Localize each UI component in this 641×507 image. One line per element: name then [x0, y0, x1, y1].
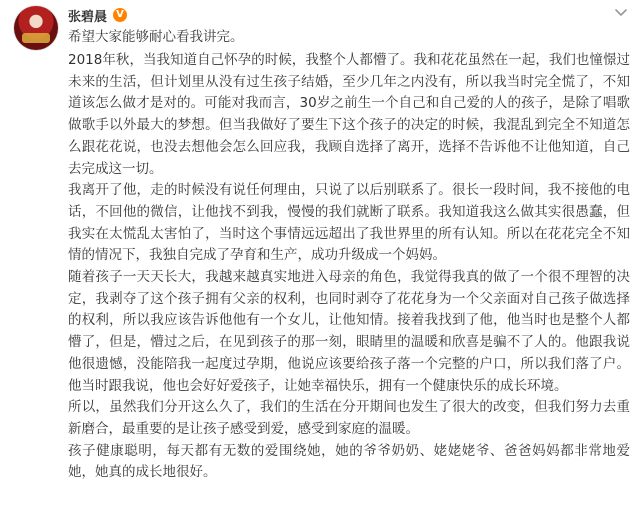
post-paragraph: 随着孩子一天天长大，我越来越真实地进入母亲的角色，我觉得我真的做了一个很不理智的决定，我剥夺了这个孩子拥有父亲的权利，也同时剥夺了花花身为一个父亲面对自己孩子做选择的权利，所以我应该告诉他他有一个女儿，让他知情。接着我找到了他，他当时也是整个人都懵了，但是，懵过之后，在见到孩子的那一刻，眼睛里的温暖和欣喜是骗不了人的。他跟我说他很遗憾，没能陪我一起度过孕期，他说应该要给孩子落一个完整的户口，所以我们落了户。他当时跟我说，他也会好好爱孩子，让她幸福快乐，拥有一个健康快乐的成长环境。 [68, 269, 630, 394]
post-paragraph: 所以，虽然我们分开这么久了，我们的生活在分开期间也发生了很大的改变，但我们努力去重新磨合，最重要的是让孩子感受到爱，感受到家庭的温暖。 [68, 399, 630, 437]
author-header [68, 6, 127, 24]
author-name[interactable]: 张碧晨 [68, 9, 108, 25]
verified-badge-icon: V [113, 8, 127, 22]
post-paragraph: 孩子健康聪明，每天都有无数的爱围绕她，她的爷爷奶奶、姥姥姥爷、爸爸妈妈都非常地爱她，她真的成长地很好。 [68, 442, 630, 481]
avatar[interactable] [14, 6, 58, 50]
post-paragraph: 我离开了他，走的时候没有说任何理由，只说了以后别联系了。很长一段时间，我不接他的电话，不回他的微信，让他找不到我，慢慢的我们就断了联系。我知道我这么做其实很愚蠢，但我实在太慌乱太害怕了，当时这个事情远远超出了我世界里的所有认知。所以在花花完全不知情的情况下，我独自完成了孕育和生产，成功升级成一个妈妈。 [68, 182, 630, 264]
chevron-down-icon[interactable] [613, 4, 629, 20]
post-intro: 希望大家能够耐心看我讲完。 [68, 29, 244, 45]
post-content [68, 27, 630, 484]
post-paragraph: 2018年秋，当我知道自己怀孕的时候，我整个人都懵了。我和花花虽然在一起，我们也憧憬过未来的生活，但计划里从没有过生孩子结婚，至少几年之内没有，所以我当时完全慌了，不知道该怎么做才是对的。可能对我而言，30岁之前生一个自己和自己爱的人的孩子，是除了唱歌做歌手以外最大的梦想。但当我做好了要生下这个孩子的决定的时候，我混乱到完全不知道怎么跟花花说，也没去想他会怎么回应我，我顾自选择了离开，选择不告诉他不让他知道，自己去完成这一切。 [68, 52, 630, 177]
